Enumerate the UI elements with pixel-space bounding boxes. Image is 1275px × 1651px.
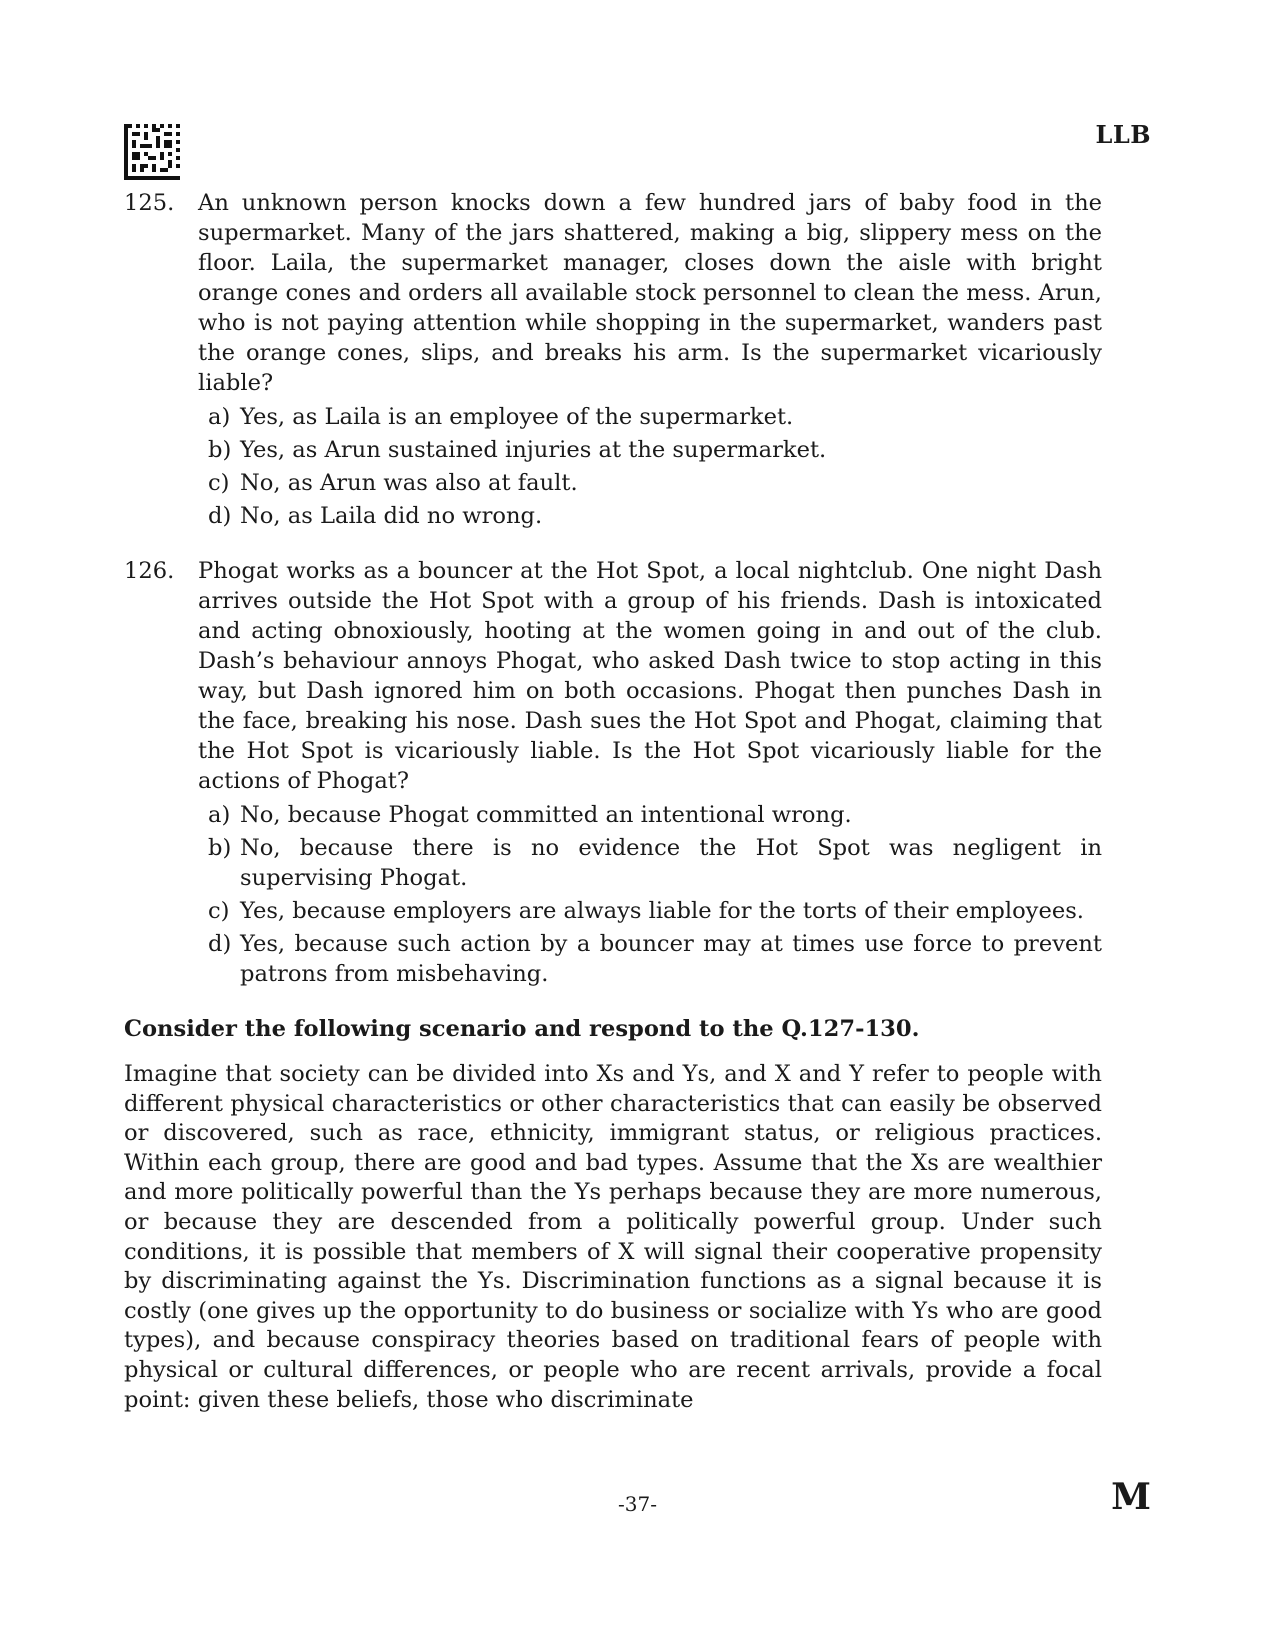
option-text: Yes, as Laila is an employee of the supermarket. xyxy=(240,404,794,430)
section-heading: Consider the following scenario and respond to the Q.127-130. xyxy=(124,1016,920,1042)
option-text: Yes, as Arun sustained injuries at the supermarket. xyxy=(240,437,827,463)
question-number: 126. xyxy=(124,558,175,584)
option-letter: d) xyxy=(208,503,232,529)
option-a xyxy=(208,800,1102,830)
qr-code-icon xyxy=(124,124,180,180)
option-text: No, because there is no evidence the Hot Spot was negligent in supervising Phogat. xyxy=(240,835,1102,891)
option-letter: d) xyxy=(208,931,232,957)
option-b xyxy=(208,833,1102,893)
question-125 xyxy=(124,188,1102,534)
option-a xyxy=(208,402,1102,432)
option-text: Yes, because such action by a bouncer may at times use force to prevent patrons from misbehaving. xyxy=(240,931,1102,987)
series-code: M xyxy=(1111,1476,1151,1518)
option-c xyxy=(208,896,1102,926)
option-letter: c) xyxy=(208,470,230,496)
question-text: Phogat works as a bouncer at the Hot Spot, a local nightclub. One night Dash arrives outside the Hot Spot with a group of his friends. Dash is intoxicated and acting obnoxiously, hooting at the women going in and out of the club. Dash’s behaviour annoys Phogat, who asked Dash twice to stop acting in this way, but Dash ignored him on both occasions. Phogat then punches Dash in the face, breaking his nose. Dash sues the Hot Spot and Phogat, claiming that the Hot Spot is vicariously liable. Is the Hot Spot vicariously liable for the actions of Phogat? xyxy=(198,558,1102,794)
option-letter: a) xyxy=(208,404,231,430)
option-letter: a) xyxy=(208,802,231,828)
page-number: -37- xyxy=(618,1492,657,1516)
question-body xyxy=(198,556,1102,992)
question-126 xyxy=(124,556,1102,992)
option-b xyxy=(208,435,1102,465)
question-gap xyxy=(124,534,1102,556)
option-text: No, as Laila did no wrong. xyxy=(240,503,543,529)
option-letter: b) xyxy=(208,835,232,861)
question-text: An unknown person knocks down a few hundred jars of baby food in the supermarket. Many of the jars shattered, making a big, slippery mess on the floor. Laila, the supermarket manager, closes down the aisle with bright orange cones and orders all available stock personnel to clean the mess. Arun, who is not paying attention while shopping in the supermarket, wanders past the orange cones, slips, and breaks his arm. Is the supermarket vicariously liable? xyxy=(198,190,1102,396)
option-letter: c) xyxy=(208,898,230,924)
option-text: Yes, because employers are always liable for the torts of their employees. xyxy=(240,898,1084,924)
option-c xyxy=(208,468,1102,498)
question-body xyxy=(198,188,1102,534)
option-letter: b) xyxy=(208,437,232,463)
options-list xyxy=(198,402,1102,531)
option-d xyxy=(208,929,1102,989)
option-text: No, as Arun was also at fault. xyxy=(240,470,578,496)
option-d xyxy=(208,501,1102,531)
page-content xyxy=(124,188,1102,1415)
paper-code: LLB xyxy=(1095,120,1151,149)
option-text: No, because Phogat committed an intentional wrong. xyxy=(240,802,852,828)
scenario-passage: Imagine that society can be divided into Xs and Ys, and X and Y refer to people with different physical characteristics or other characteristics that can easily be observed or discovered, such as race, ethnicity, immigrant status, or religious practices. Within each group, there are good and bad types. Assume that the Xs are wealthier and more politically powerful than the Ys perhaps because they are more numerous, or because they are descended from a politically powerful group. Under such conditions, it is possible that members of X will signal their cooperative propensity by discriminating against the Ys. Discrimination functions as a signal because it is costly (one gives up the opportunity to do business or socialize with Ys who are good types), and because conspiracy theories based on traditional fears of people with physical or cultural differences, or people who are recent arrivals, provide a focal point: given these beliefs, those who discriminate xyxy=(124,1061,1102,1413)
question-number: 125. xyxy=(124,190,175,216)
options-list xyxy=(198,800,1102,989)
